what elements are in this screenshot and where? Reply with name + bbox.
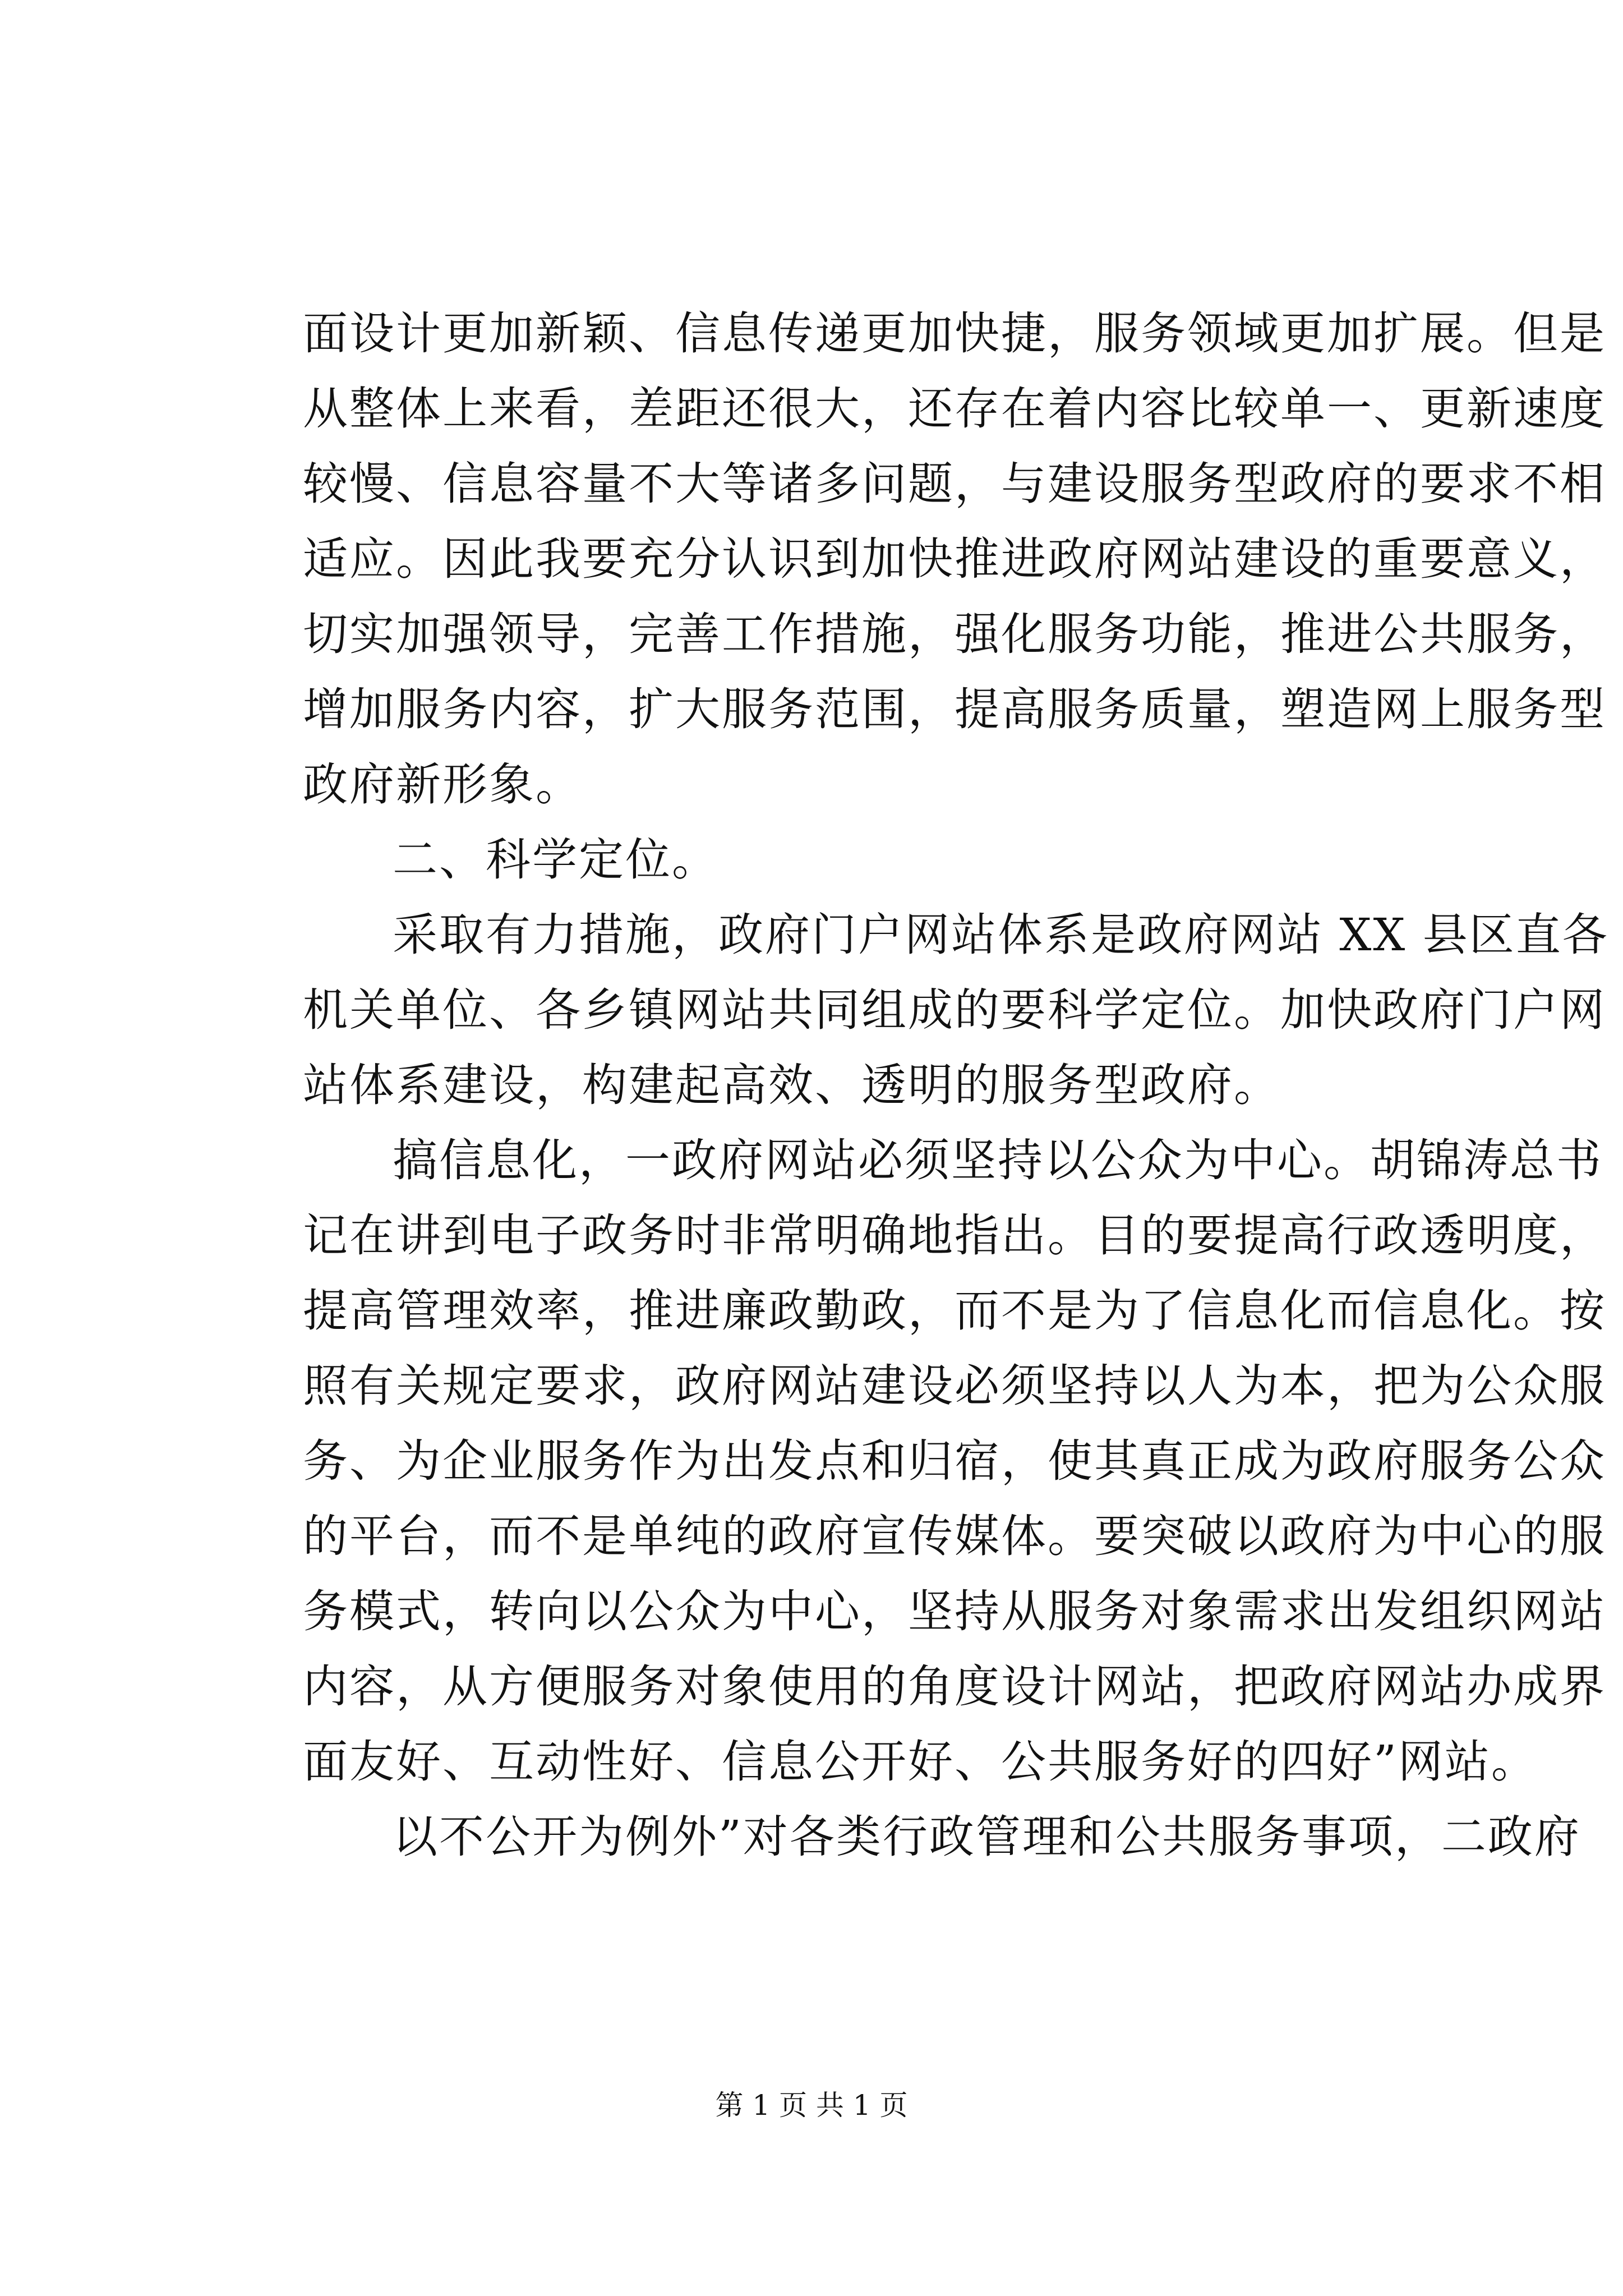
body-line-3: 较慢、信息容量不大等诸多问题，与建设服务型政府的要求不相 <box>303 458 1606 510</box>
body-line-4: 适应。因此我要充分认识到加快推进政府网站建设的重要意义， <box>303 533 1606 585</box>
body-line-13: 记在讲到电子政务时非常明确地指出。目的要提高行政透明度， <box>303 1209 1606 1262</box>
body-line-2: 从整体上来看，差距还很大，还存在着内容比较单一、更新速度 <box>303 383 1606 435</box>
body-line-10: 机关单位、各乡镇网站共同组成的要科学定位。加快政府门户网 <box>303 984 1606 1036</box>
body-line-6: 增加服务内容，扩大服务范围，提高服务质量，塑造网上服务型 <box>303 683 1606 735</box>
body-line-14: 提高管理效率，推进廉政勤政，而不是为了信息化而信息化。按 <box>303 1285 1606 1337</box>
body-line-18: 务模式，转向以公众为中心，坚持从服务对象需求出发组织网站 <box>303 1585 1606 1637</box>
body-line-1: 面设计更加新颖、信息传递更加快捷，服务领域更加扩展。但是 <box>303 307 1606 360</box>
body-line-11: 站体系建设，构建起高效、透明的服务型政府。 <box>303 1059 1280 1111</box>
section-heading: 二、科学定位。 <box>393 834 718 886</box>
body-line-12: 搞信息化，一政府网站必须坚持以公众为中心。胡锦涛总书 <box>393 1134 1603 1186</box>
body-line-16: 务、为企业服务作为出发点和归宿，使其真正成为政府服务公众 <box>303 1435 1606 1487</box>
page-footer: 第 1 页 共 1 页 <box>715 2089 908 2122</box>
body-line-17: 的平台，而不是单纯的政府宣传媒体。要突破以政府为中心的服 <box>303 1510 1606 1562</box>
body-line-20: 面友好、互动性好、信息公开好、公共服务好的四好”网站。 <box>303 1736 1538 1788</box>
body-line-9: 采取有力措施，政府门户网站体系是政府网站 XX 县区直各 <box>393 909 1609 961</box>
body-line-19: 内容，从方便服务对象使用的角度设计网站，把政府网站办成界 <box>303 1660 1606 1713</box>
body-line-21: 以不公开为例外”对各类行政管理和公共服务事项，二政府 <box>393 1811 1581 1863</box>
body-line-7: 政府新形象。 <box>303 758 582 811</box>
body-line-5: 切实加强领导，完善工作措施，强化服务功能，推进公共服务， <box>303 608 1606 660</box>
body-line-15: 照有关规定要求，政府网站建设必须坚持以人为本，把为公众服 <box>303 1360 1606 1412</box>
